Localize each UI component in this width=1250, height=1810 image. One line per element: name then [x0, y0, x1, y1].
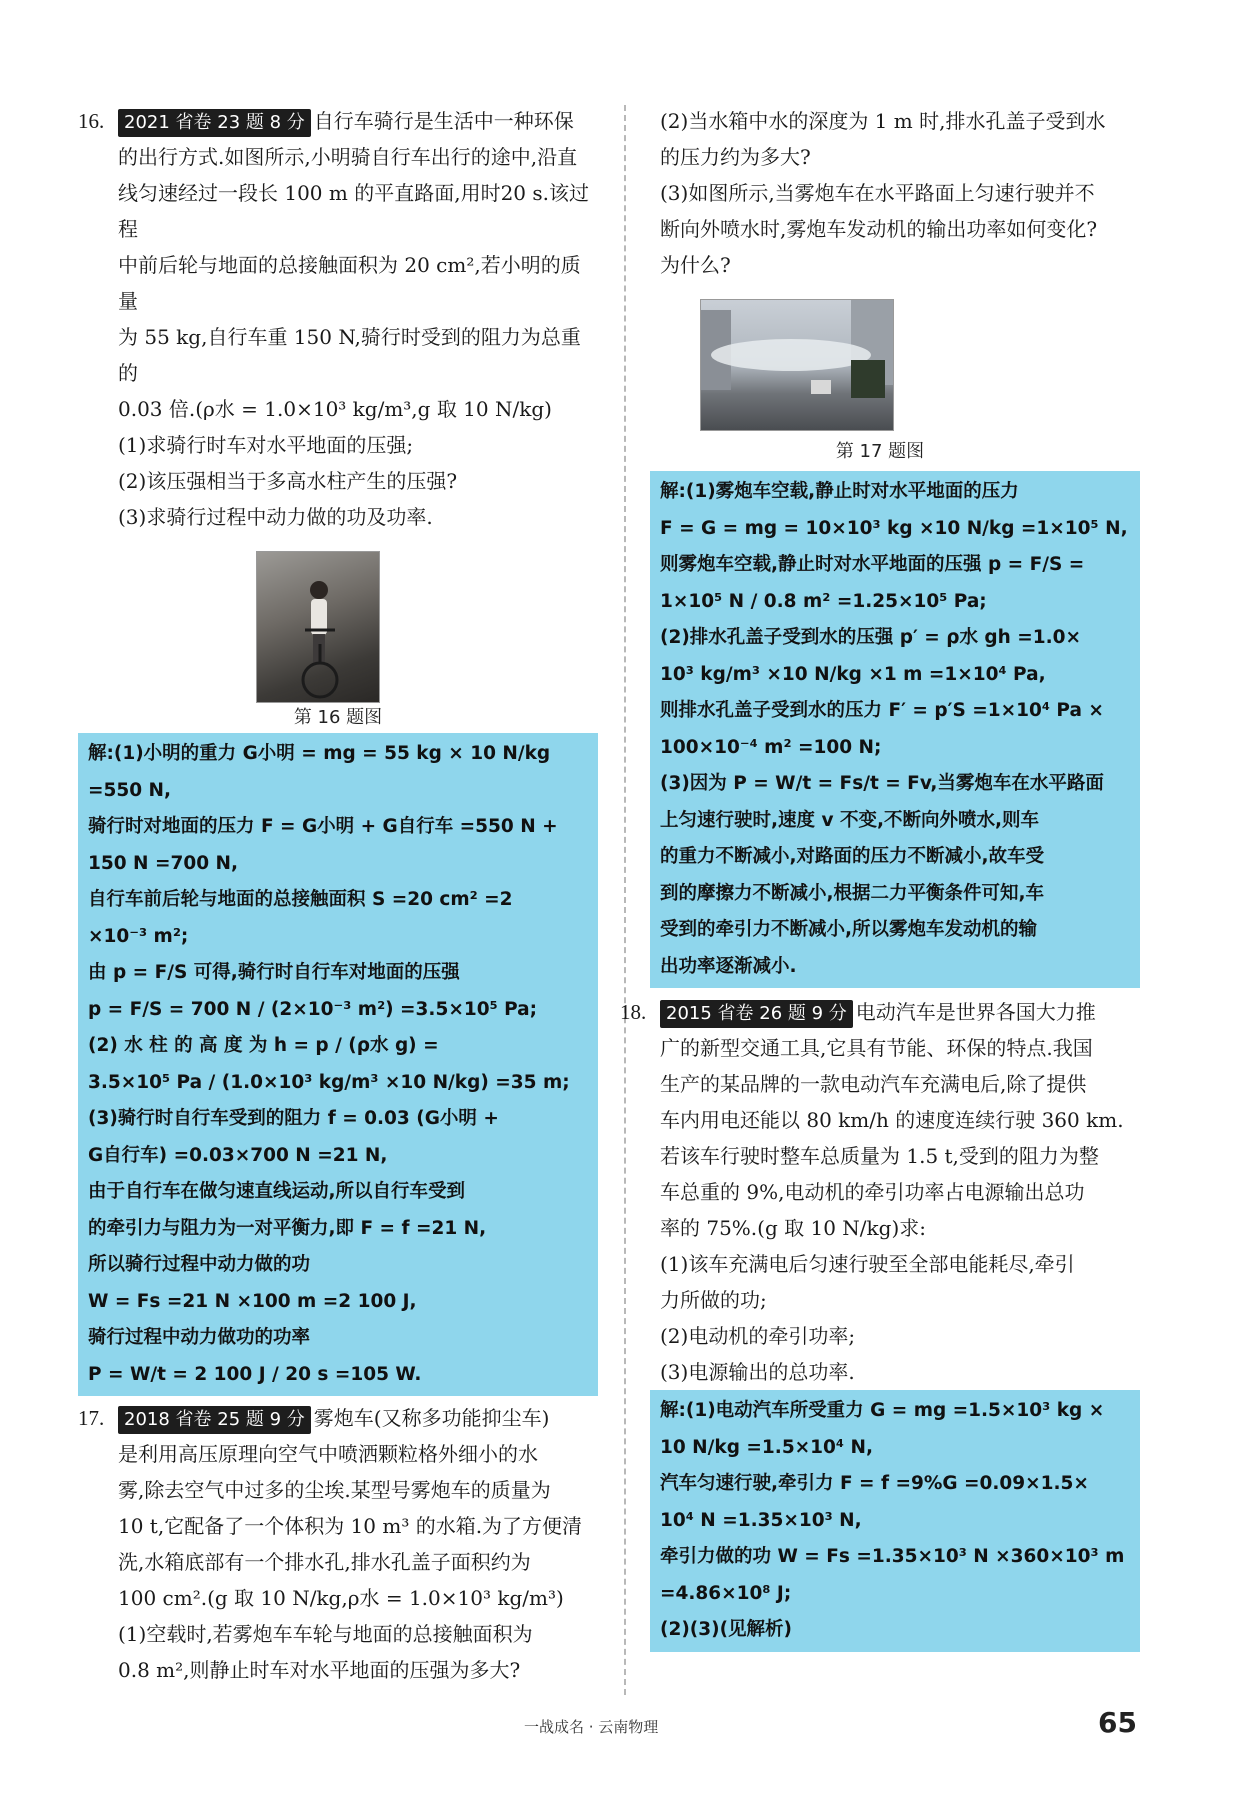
solution-line: 出功率逐渐减小.	[660, 955, 797, 977]
solution-line: 牵引力做的功 W = Fs =1.35×10³ N ×360×10³ m	[660, 1546, 1125, 1567]
sub-question: (1)求骑行时车对水平地面的压强;	[118, 433, 414, 457]
question-16	[78, 103, 598, 1396]
sub-question: (2)该压强相当于多高水柱产生的压强?	[118, 469, 458, 493]
question-number: 17.	[78, 1406, 105, 1430]
solution-line: G自行车) =0.03×700 N =21 N,	[88, 1144, 388, 1166]
question-17	[78, 1400, 598, 1688]
solution-line: 所以骑行过程中动力做的功	[88, 1254, 311, 1275]
solution-line: (2)(3)(见解析)	[660, 1619, 792, 1640]
fog-cannon-truck-photo	[700, 299, 894, 431]
left-column	[78, 103, 598, 1688]
solution-line: 解:(1)雾炮车空载,静止时对水平地面的压力	[660, 481, 1019, 502]
question-text: 线匀速经过一段长 100 m 的平直路面,用时20 s.该过程	[118, 181, 589, 241]
solution-line: 由 p = F/S 可得,骑行时自行车对地面的压强	[88, 962, 460, 983]
question-text: 率的 75%.(g 取 10 N/kg)求:	[660, 1216, 926, 1240]
cyclist-photo	[256, 551, 380, 703]
sub-question: (3)如图所示,当雾炮车在水平路面上匀速行驶并不	[660, 181, 1095, 205]
solution-line: (3)因为 P = W/t = Fs/t = Fv,当雾炮车在水平路面	[660, 773, 1104, 794]
solution-line: (2)排水孔盖子受到水的压强 p′ = ρ水 gh =1.0×	[660, 627, 1082, 648]
solution-line: 10 N/kg =1.5×10⁴ N,	[660, 1436, 873, 1458]
solution-line: 100×10⁻⁴ m² =100 N;	[660, 736, 882, 758]
bicycle-illustration	[257, 552, 379, 702]
solution-17	[650, 471, 1140, 988]
question-text: 雾炮车(又称多功能抑尘车)	[313, 1406, 550, 1430]
solution-line: 的牵引力与阻力为一对平衡力,即 F = f =21 N,	[88, 1217, 487, 1239]
solution-line: 受到的牵引力不断减小,所以雾炮车发动机的输	[660, 919, 1038, 940]
question-text: 若该车行驶时整车总质量为 1.5 t,受到的阻力为整	[660, 1144, 1099, 1168]
question-text: 0.03 倍.(ρ水 = 1.0×10³ kg/m³,g 取 10 N/kg)	[118, 397, 552, 421]
solution-line: (2) 水 柱 的 高 度 为 h = p / (ρ水 g) =	[88, 1035, 439, 1056]
question-text: 100 cm².(g 取 10 N/kg,ρ水 = 1.0×10³ kg/m³)	[118, 1586, 564, 1610]
solution-line: 则雾炮车空载,静止时对水平地面的压强 p = F/S =	[660, 554, 1085, 575]
figure-caption: 第 17 题图	[835, 441, 925, 462]
solution-line: 自行车前后轮与地面的总接触面积 S =20 cm² =2	[88, 889, 513, 910]
solution-line: 解:(1)电动汽车所受重力 G = mg =1.5×10³ kg ×	[660, 1400, 1105, 1421]
question-text: 为 55 kg,自行车重 150 N,骑行时受到的阻力为总重的	[118, 325, 581, 385]
solution-line: 上匀速行驶时,速度 v 不变,不断向外喷水,则车	[660, 809, 1040, 831]
sub-question: (2)当水箱中水的深度为 1 m 时,排水孔盖子受到水	[660, 109, 1106, 133]
solution-line: P = W/t = 2 100 J / 20 s =105 W.	[88, 1363, 422, 1385]
solution-line: 1×10⁵ N / 0.8 m² =1.25×10⁵ Pa;	[660, 590, 987, 612]
solution-line: 150 N =700 N,	[88, 852, 239, 874]
sub-question: 断向外喷水时,雾炮车发动机的输出功率如何变化?	[660, 217, 1098, 241]
source-tag: 2015 省卷 26 题 9 分	[660, 1000, 853, 1028]
solution-line: 由于自行车在做匀速直线运动,所以自行车受到	[88, 1181, 466, 1202]
truck-illustration	[701, 300, 893, 430]
question-number: 18.	[620, 1000, 647, 1024]
solution-line: 到的摩擦力不断减小,根据二力平衡条件可知,车	[660, 882, 1045, 904]
solution-line: W = Fs =21 N ×100 m =2 100 J,	[88, 1290, 417, 1312]
solution-line: 骑行过程中动力做功的功率	[88, 1327, 311, 1348]
question-text: 是利用高压原理向空气中喷洒颗粒格外细小的水	[118, 1442, 538, 1466]
sub-question: (1)空载时,若雾炮车车轮与地面的总接触面积为	[118, 1622, 533, 1646]
question-text: 自行车骑行是生活中一种环保	[313, 109, 574, 133]
question-text: 雾,除去空气中过多的尘埃.某型号雾炮车的质量为	[118, 1478, 551, 1502]
sub-question: (3)电源输出的总功率.	[660, 1360, 855, 1384]
question-text: 生产的某品牌的一款电动汽车充满电后,除了提供	[660, 1072, 1087, 1096]
figure-caption: 第 16 题图	[293, 707, 383, 728]
question-17-continued	[660, 103, 1140, 283]
source-tag: 2018 省卷 25 题 9 分	[118, 1406, 311, 1434]
solution-line: ×10⁻³ m²;	[88, 925, 189, 947]
solution-line: F = G = mg = 10×10³ kg ×10 N/kg =1×10⁵ N,	[660, 517, 1128, 539]
solution-line: 则排水孔盖子受到水的压力 F′ = p′S =1×10⁴ Pa ×	[660, 700, 1104, 721]
solution-line: 骑行时对地面的压力 F = G小明 + G自行车 =550 N +	[88, 816, 558, 837]
question-text: 广的新型交通工具,它具有节能、环保的特点.我国	[660, 1036, 1093, 1060]
question-text: 中前后轮与地面的总接触面积为 20 cm²,若小明的质量	[118, 253, 581, 313]
solution-line: 3.5×10⁵ Pa / (1.0×10³ kg/m³ ×10 N/kg) =35 m;	[88, 1071, 570, 1093]
sub-question: (1)该车充满电后匀速行驶至全部电能耗尽,牵引	[660, 1252, 1075, 1276]
question-text: 车内用电还能以 80 km/h 的速度连续行驶 360 km.	[660, 1108, 1124, 1132]
solution-18	[650, 1390, 1140, 1652]
solution-line: 汽车匀速行驶,牵引力 F = f =9%G =0.09×1.5×	[660, 1473, 1089, 1494]
sub-question: 的压力约为多大?	[660, 145, 811, 169]
question-number: 16.	[78, 109, 105, 133]
sub-question: 0.8 m²,则静止时车对水平地面的压强为多大?	[118, 1658, 521, 1682]
source-tag: 2021 省卷 23 题 8 分	[118, 109, 311, 137]
solution-line: 10³ kg/m³ ×10 N/kg ×1 m =1×10⁴ Pa,	[660, 663, 1046, 685]
sub-question: 力所做的功;	[660, 1288, 767, 1312]
solution-line: p = F/S = 700 N / (2×10⁻³ m²) =3.5×10⁵ Pa;	[88, 998, 538, 1020]
sub-question: (3)求骑行过程中动力做的功及功率.	[118, 505, 433, 529]
question-text: 10 t,它配备了一个体积为 10 m³ 的水箱.为了方便清	[118, 1514, 583, 1538]
solution-line: (3)骑行时自行车受到的阻力 f = 0.03 (G小明 +	[88, 1108, 499, 1129]
sub-question: (2)电动机的牵引功率;	[660, 1324, 856, 1348]
solution-line: 10⁴ N =1.35×10³ N,	[660, 1509, 862, 1531]
solution-line: 的重力不断减小,对路面的压力不断减小,故车受	[660, 846, 1045, 867]
sub-question: 为什么?	[660, 253, 731, 277]
solution-16	[78, 733, 598, 1396]
question-text: 车总重的 9%,电动机的牵引功率占电源输出总功	[660, 1180, 1085, 1204]
question-text: 的出行方式.如图所示,小明骑自行车出行的途中,沿直	[118, 145, 578, 169]
question-18	[620, 994, 1140, 1652]
solution-line: =550 N,	[88, 779, 172, 801]
question-text: 洗,水箱底部有一个排水孔,排水孔盖子面积约为	[118, 1550, 531, 1574]
right-column	[620, 103, 1140, 1652]
solution-line: 解:(1)小明的重力 G小明 = mg = 55 kg × 10 N/kg	[88, 743, 551, 764]
book-footer: 一战成名 · 云南物理	[524, 1718, 659, 1736]
page-number: 65	[1098, 1706, 1137, 1739]
question-text: 电动汽车是世界各国大力推	[855, 1000, 1096, 1024]
solution-line: =4.86×10⁸ J;	[660, 1582, 792, 1604]
